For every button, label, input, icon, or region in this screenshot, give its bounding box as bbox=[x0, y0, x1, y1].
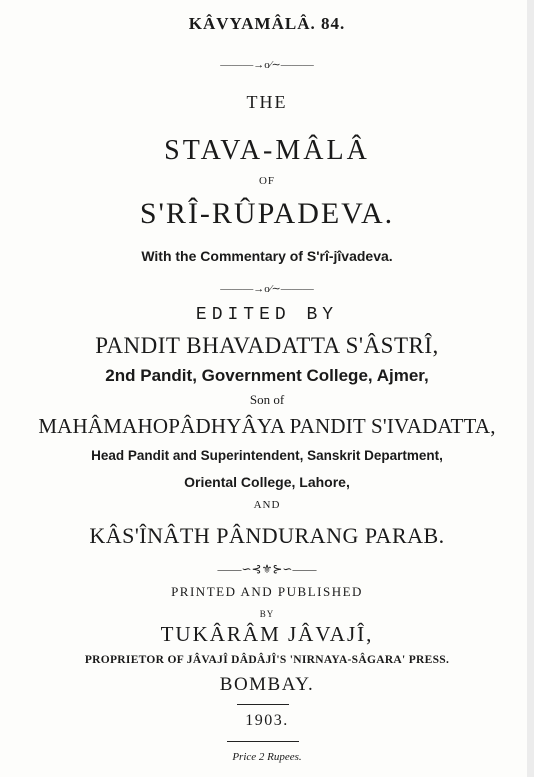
father-college: Oriental College, Lahore, bbox=[184, 474, 350, 490]
and-label: AND bbox=[253, 499, 281, 511]
book-title: STAVA-MÂLÂ bbox=[164, 135, 370, 166]
edited-by-label: EDITED BY bbox=[195, 305, 339, 325]
publication-year: 1903. bbox=[245, 712, 289, 729]
city-name: BOMBAY. bbox=[219, 674, 315, 695]
of-label: OF bbox=[258, 175, 276, 187]
ornament-divider: ——∽⊰⚜⊱∽—— bbox=[217, 562, 317, 576]
price-line: Price 2 Rupees. bbox=[232, 751, 302, 763]
ornament-divider: ———→o⁄∼——— bbox=[220, 59, 314, 71]
by-label: BY bbox=[259, 609, 275, 619]
commentary-line: With the Commentary of S'rî-jîvadeva. bbox=[141, 248, 393, 264]
editor-position: 2nd Pandit, Government College, Ajmer, bbox=[105, 366, 429, 385]
ornament-divider: ———→o⁄∼——— bbox=[220, 283, 314, 295]
article-the: THE bbox=[246, 92, 288, 112]
rule-divider bbox=[237, 704, 289, 705]
father-position: Head Pandit and Superintendent, Sanskrit Department, bbox=[91, 448, 443, 463]
second-editor-name: KÂS'ÎNÂTH PÂNDURANG PARAB. bbox=[89, 523, 445, 548]
author-name: S'RÎ-RÛPADEVA. bbox=[139, 197, 395, 230]
rule-divider bbox=[227, 741, 299, 742]
printer-name: TUKÂRÂM JÂVAJÎ, bbox=[160, 622, 374, 646]
editor-name: PANDIT BHAVADATTA S'ÂSTRÎ, bbox=[95, 333, 439, 358]
son-of-label: Son of bbox=[249, 392, 285, 407]
printed-published-label: PRINTED AND PUBLISHED bbox=[171, 584, 363, 599]
series-heading: KÂVYAMÂLÂ. 84. bbox=[188, 14, 346, 33]
father-name: MAHÂMAHOPÂDHYÂYA PANDIT S'IVADATTA, bbox=[38, 414, 496, 438]
page-edge bbox=[527, 0, 534, 777]
press-line: PROPRIETOR OF JÂVAJÎ DÂDÂJÎ'S 'NIRNAYA-SÂGARA' PRESS. bbox=[84, 654, 450, 666]
